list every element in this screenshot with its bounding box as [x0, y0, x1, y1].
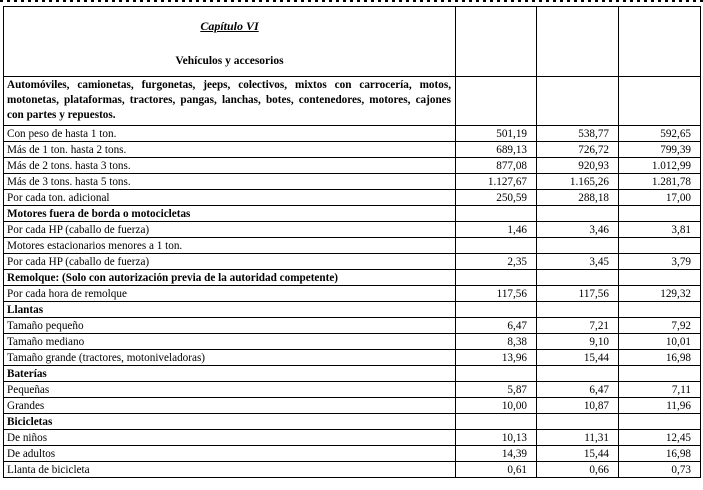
value-cell-1: 1,46 [456, 222, 537, 238]
table-row [4, 286, 701, 302]
value-cell-2: 10,87 [537, 398, 619, 414]
intro-empty-cell [619, 77, 701, 126]
table-row [4, 126, 701, 142]
value-cell-2: 726,72 [537, 142, 619, 158]
row-label: De adultos [4, 446, 456, 462]
section-row [4, 414, 701, 430]
row-label: Por cada hora de remolque [4, 286, 456, 302]
intro-row [4, 77, 701, 126]
value-cell-2: 538,77 [537, 126, 619, 142]
value-cell-3: 7,92 [619, 318, 701, 334]
intro-empty-cell [456, 77, 537, 126]
value-cell-2: 15,44 [537, 350, 619, 366]
table-row [4, 158, 701, 174]
row-label: Tamaño pequeño [4, 318, 456, 334]
value-cell-2 [537, 206, 619, 222]
section-row [4, 366, 701, 382]
value-cell-2: 288,18 [537, 190, 619, 206]
row-label: Con peso de hasta 1 ton. [4, 126, 456, 142]
tariff-table [3, 6, 701, 478]
section-row [4, 302, 701, 318]
value-cell-1 [456, 414, 537, 430]
value-cell-1: 877,08 [456, 158, 537, 174]
value-cell-1 [456, 206, 537, 222]
value-cell-3 [619, 206, 701, 222]
row-label: Grandes [4, 398, 456, 414]
value-cell-2 [537, 414, 619, 430]
row-label: De niños [4, 430, 456, 446]
value-cell-1: 2,35 [456, 254, 537, 270]
chapter-subtitle: Vehículos y accesorios [175, 55, 284, 67]
row-label: Por cada HP (caballo de fuerza) [4, 222, 456, 238]
value-cell-3 [619, 238, 701, 254]
value-cell-3: 11,96 [619, 398, 701, 414]
chapter-header-cell [4, 7, 456, 77]
table-row [4, 382, 701, 398]
section-row [4, 270, 701, 286]
value-cell-3 [619, 414, 701, 430]
intro-text: Automóviles, camionetas, furgonetas, jeeps, colectivos, mixtos con carrocería, motos, motonetas, plataformas, tractores, pangas, lanchas, botes, contenedores, motores, cajones con partes y repuestos. [4, 77, 456, 126]
value-cell-2 [537, 302, 619, 318]
value-cell-1: 13,96 [456, 350, 537, 366]
value-cell-2: 7,21 [537, 318, 619, 334]
row-label: Más de 3 tons. hasta 5 tons. [4, 174, 456, 190]
value-cell-1: 10,13 [456, 430, 537, 446]
section-row [4, 206, 701, 222]
value-cell-3: 592,65 [619, 126, 701, 142]
value-cell-3: 799,39 [619, 142, 701, 158]
table-row [4, 334, 701, 350]
section-heading: Motores fuera de borda o motocicletas [4, 206, 456, 222]
value-cell-3 [619, 270, 701, 286]
value-cell-1 [456, 302, 537, 318]
row-label: Llanta de bicicleta [4, 462, 456, 478]
chapter-header-row [4, 7, 701, 77]
value-cell-2: 0,66 [537, 462, 619, 478]
section-heading: Remolque: (Solo con autorización previa de la autoridad competente) [4, 270, 456, 286]
value-cell-1: 501,19 [456, 126, 537, 142]
value-cell-3: 3,79 [619, 254, 701, 270]
value-cell-2: 9,10 [537, 334, 619, 350]
value-cell-3: 7,11 [619, 382, 701, 398]
header-empty-cell [619, 7, 701, 77]
chapter-title: Capítulo VI [200, 19, 259, 33]
value-cell-1: 6,47 [456, 318, 537, 334]
row-label: Más de 2 tons. hasta 3 tons. [4, 158, 456, 174]
value-cell-1: 14,39 [456, 446, 537, 462]
value-cell-3: 10,01 [619, 334, 701, 350]
value-cell-1: 250,59 [456, 190, 537, 206]
value-cell-1: 8,38 [456, 334, 537, 350]
value-cell-2: 11,31 [537, 430, 619, 446]
value-cell-2 [537, 270, 619, 286]
table-row [4, 174, 701, 190]
value-cell-3: 16,98 [619, 350, 701, 366]
value-cell-1: 0,61 [456, 462, 537, 478]
cropped-top-line [0, 0, 703, 3]
value-cell-3: 1.012,99 [619, 158, 701, 174]
table-row [4, 142, 701, 158]
value-cell-3: 3,81 [619, 222, 701, 238]
row-label: Tamaño grande (tractores, motoniveladoras) [4, 350, 456, 366]
header-empty-cell [537, 7, 619, 77]
table-row [4, 350, 701, 366]
value-cell-3: 1.281,78 [619, 174, 701, 190]
row-label: Pequeñas [4, 382, 456, 398]
value-cell-3 [619, 302, 701, 318]
value-cell-2 [537, 238, 619, 254]
value-cell-2: 1.165,26 [537, 174, 619, 190]
table-row [4, 190, 701, 206]
row-label: Por cada HP (caballo de fuerza) [4, 254, 456, 270]
row-label: Motores estacionarios menores a 1 ton. [4, 238, 456, 254]
value-cell-3 [619, 366, 701, 382]
value-cell-1 [456, 366, 537, 382]
value-cell-3: 129,32 [619, 286, 701, 302]
section-heading: Bicicletas [4, 414, 456, 430]
value-cell-2 [537, 366, 619, 382]
section-heading: Llantas [4, 302, 456, 318]
table-row [4, 462, 701, 478]
table-row [4, 222, 701, 238]
header-empty-cell [456, 7, 537, 77]
section-heading: Baterías [4, 366, 456, 382]
row-label: Más de 1 ton. hasta 2 tons. [4, 142, 456, 158]
table-row [4, 254, 701, 270]
value-cell-2: 3,46 [537, 222, 619, 238]
value-cell-3: 16,98 [619, 446, 701, 462]
row-label: Por cada ton. adicional [4, 190, 456, 206]
value-cell-3: 17,00 [619, 190, 701, 206]
tariff-table-body [4, 7, 701, 478]
table-row [4, 430, 701, 446]
value-cell-2: 3,45 [537, 254, 619, 270]
value-cell-3: 0,73 [619, 462, 701, 478]
table-row [4, 238, 701, 254]
value-cell-1: 10,00 [456, 398, 537, 414]
row-label: Tamaño mediano [4, 334, 456, 350]
value-cell-3: 12,45 [619, 430, 701, 446]
table-row [4, 318, 701, 334]
value-cell-1: 5,87 [456, 382, 537, 398]
value-cell-1: 117,56 [456, 286, 537, 302]
value-cell-2: 6,47 [537, 382, 619, 398]
value-cell-1 [456, 270, 537, 286]
value-cell-2: 117,56 [537, 286, 619, 302]
value-cell-2: 920,93 [537, 158, 619, 174]
value-cell-1 [456, 238, 537, 254]
intro-empty-cell [537, 77, 619, 126]
table-row [4, 398, 701, 414]
value-cell-1: 689,13 [456, 142, 537, 158]
value-cell-1: 1.127,67 [456, 174, 537, 190]
table-row [4, 446, 701, 462]
value-cell-2: 15,44 [537, 446, 619, 462]
